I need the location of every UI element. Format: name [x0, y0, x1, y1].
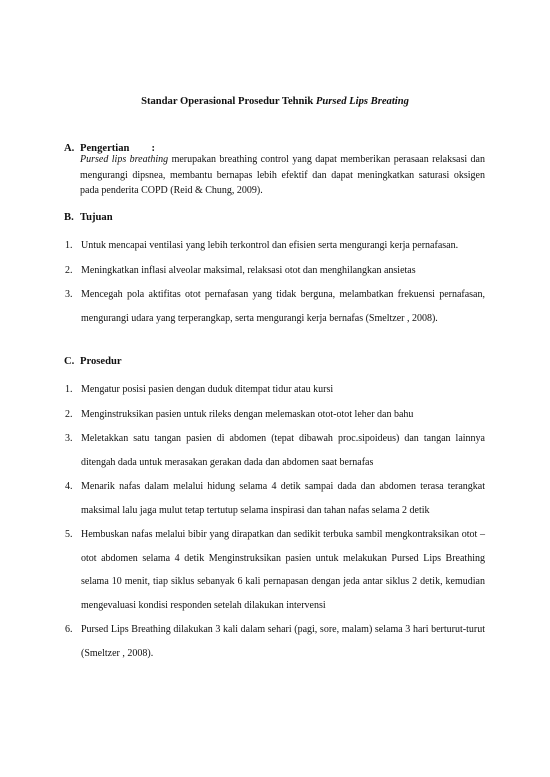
section-b-heading	[64, 212, 113, 223]
section-c-heading	[64, 356, 122, 367]
title-main: Standar Operasional Prosedur Tehnik	[141, 96, 316, 107]
list-item: 2. Meningkatkan inflasi alveolar maksimal, relaksasi otot dan menghilangkan ansietas	[65, 264, 416, 276]
prosedur-list	[65, 378, 485, 666]
section-b-letter: B.	[64, 212, 74, 223]
section-c-title: Prosedur	[80, 356, 122, 367]
list-item: 4. Menarik nafas dalam melalui hidung selama 4 detik sampai dada dan abdomen terasa terangkat maksimal lalu jaga mulut tetap tertutup selama inspirasi dan tahan nafas selama 2 detik	[65, 481, 485, 516]
section-b-title: Tujuan	[80, 212, 113, 223]
list-item: 1. Mengatur posisi pasien dengan duduk ditempat tidur atau kursi	[65, 384, 334, 395]
list-item: 6. Pursed Lips Breathing dilakukan 3 kali dalam sehari (pagi, sore, malam) selama 3 hari berturut-turut (Smeltzer , 2008).	[65, 624, 485, 659]
tujuan-list	[65, 234, 485, 331]
section-a-colon: :	[151, 143, 155, 154]
list-item: 2. Menginstruksikan pasien untuk rileks dengan melemaskan otot-otot leher dan bahu	[65, 408, 414, 420]
page-title	[0, 96, 550, 107]
title-italic: Pursed Lips Breating	[315, 96, 409, 107]
list-item: 5. Hembuskan nafas melalui bibir yang dirapatkan dan sedikit terbuka sambil mengkontraksikan otot – otot abdomen selama 4 detik Menginstruksikan pasien untuk melakukan Pursed Lips Breathing selama 10 menit, tiap siklus sebanyak 6 kali pernapasan dengan jeda antar siklus 2 detik, kemudian mengevaluasi kondisi responden setelah dilakukan intervensi	[65, 529, 485, 611]
section-a-title: Pengertian	[80, 143, 130, 154]
list-item: 3. Mencegah pola aktifitas otot pernafasan yang tidak berguna, melambatkan frekuensi pernafasan, mengurangi udara yang terperangkap, serta mengurangi kerja bernafas (Smeltzer , 2008).	[65, 289, 485, 324]
section-a-paragraph	[80, 152, 485, 199]
list-item: 3. Meletakkan satu tangan pasien di abdomen (tepat dibawah proc.sipoideus) dan tangan lainnya ditengah dada untuk merasakan gerakan dada dan abdomen saat bernafas	[65, 433, 485, 468]
section-c-letter: C.	[64, 356, 75, 367]
list-item: 1. Untuk mencapai ventilasi yang lebih terkontrol dan efisien serta mengurangi kerja pernafasan.	[65, 240, 459, 251]
section-a-italic-lead: Pursed lips breathing	[80, 154, 169, 165]
section-a-letter: A.	[64, 143, 75, 154]
section-a-text: merupakan breathing control yang dapat memberikan perasaan relaksasi dan mengurangi dipsnea, membantu bernapas lebih efektif dan dapat meningkatkan saturasi oksigen pada penderita COPD (Reid & Chung, 2009).	[80, 154, 485, 197]
